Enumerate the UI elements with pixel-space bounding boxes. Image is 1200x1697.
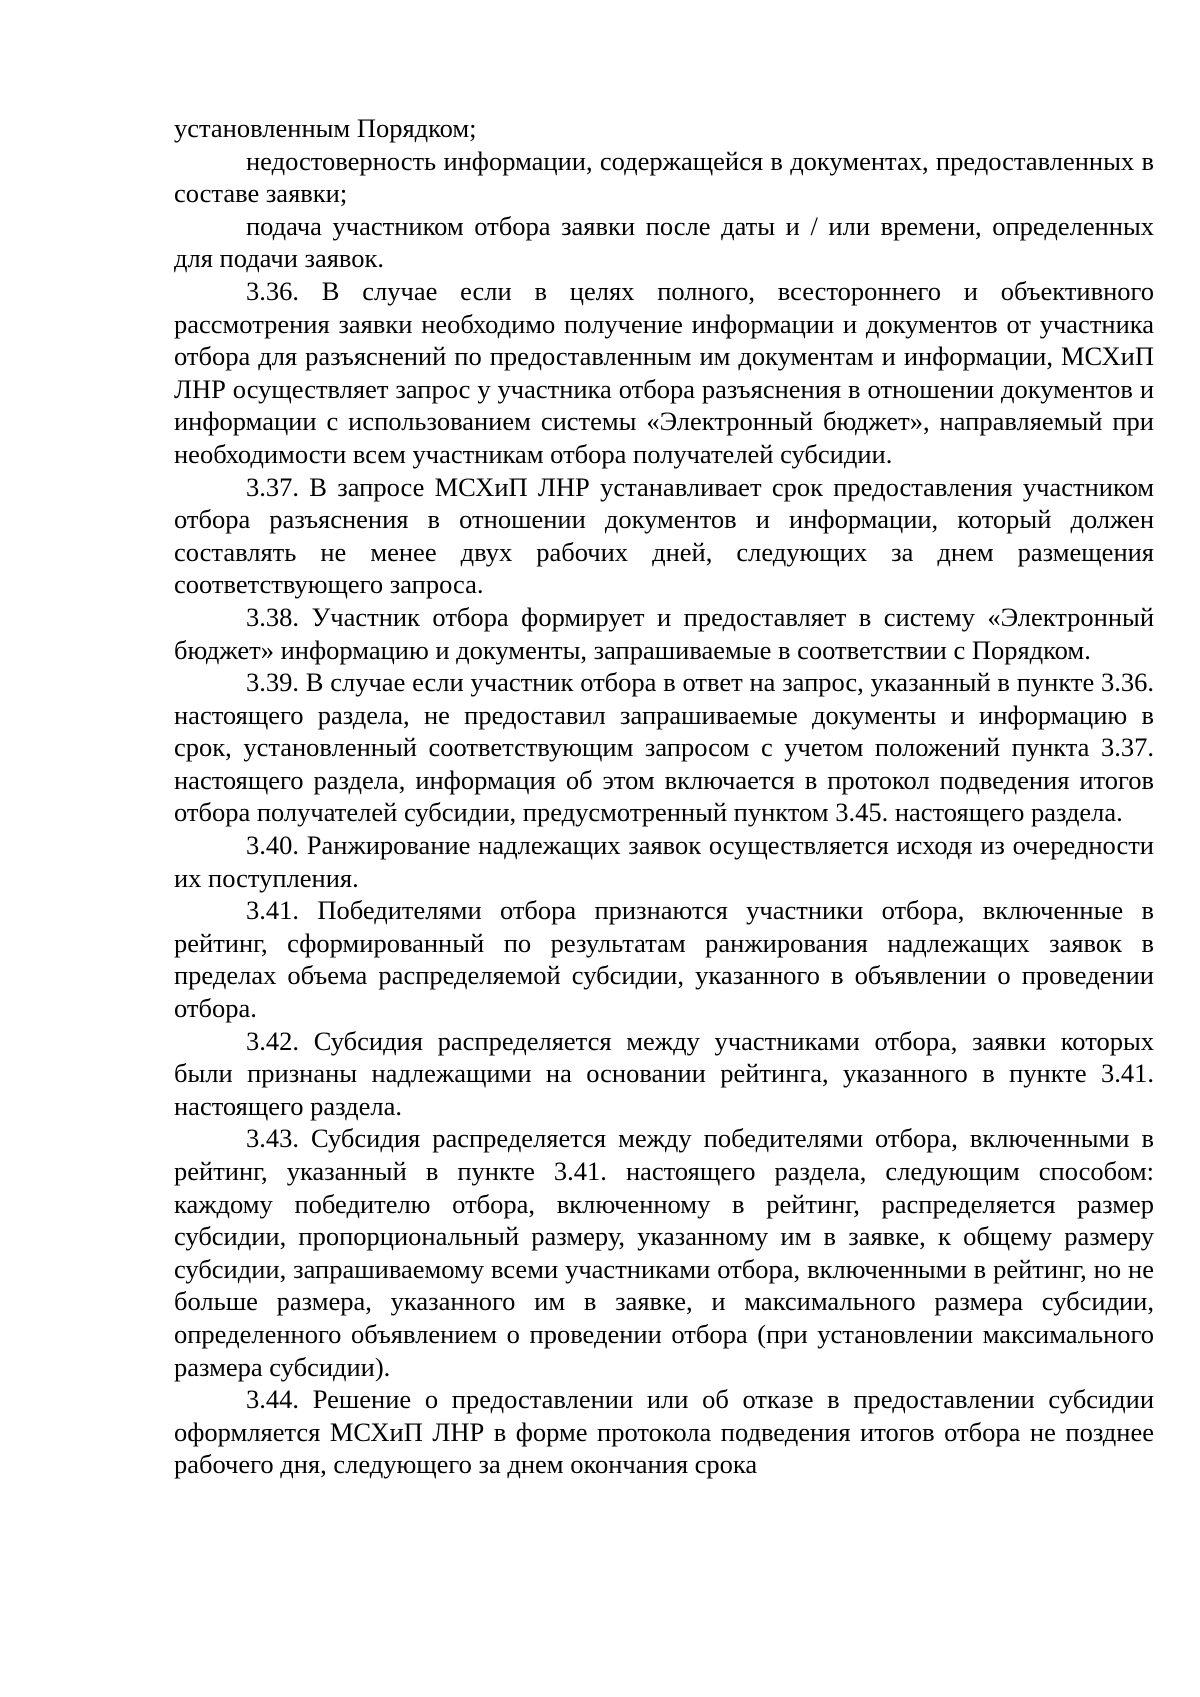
paragraph-3-38: 3.38. Участник отбора формирует и предоставляет в систему «Электронный бюджет» информацию и документы, запрашиваемые в соответствии с Порядком. (174, 601, 1154, 665)
paragraph-3-41: 3.41. Победителями отбора признаются участники отбора, включенные в рейтинг, сформированный по результатам ранжирования надлежащих заявок в пределах объема распределяемой субсидии, указанного в объявлении о проведении отбора. (174, 895, 1154, 1024)
document-body (174, 112, 1154, 1481)
paragraph-3-40: 3.40. Ранжирование надлежащих заявок осуществляется исходя из очередности их поступления. (174, 830, 1154, 893)
paragraph-continuation: установленным Порядком; (174, 113, 477, 143)
paragraph-late-submission: подача участником отбора заявки после даты и / или времени, определенных для подачи заявок. (174, 210, 1154, 274)
paragraph-3-43: 3.43. Субсидия распределяется между победителями отбора, включенными в рейтинг, указанный в пункте 3.41. настоящего раздела, следующим способом: каждому победителю отбора, включенному в рейтинг, распределяется размер субсидии, пропорциональный размеру, указанному им в заявке, к общему размеру субсидии, запрашиваемому всеми участниками отбора, включенными в рейтинг, но не больше размера, указанного им в заявке, и максимального размера субсидии, определенного объявлением о проведении отбора (при установлении максимального размера субсидии). (174, 1123, 1154, 1382)
paragraph-3-37: 3.37. В запросе МСХиП ЛНР устанавливает срок предоставления участником отбора разъяснения в отношении документов и информации, который должен составлять не менее двух рабочих дней, следующих за днем размещения соответствующего запроса. (174, 471, 1154, 600)
paragraph-3-42: 3.42. Субсидия распределяется между участниками отбора, заявки которых были признаны надлежащими на основании рейтинга, указанного в пункте 3.41. настоящего раздела. (174, 1025, 1154, 1121)
paragraph-inaccurate-information: недостоверность информации, содержащейся в документах, предоставленных в составе заявки; (174, 145, 1154, 209)
paragraph-3-36: 3.36. В случае если в целях полного, всестороннего и объективного рассмотрения заявки необходимо получение информации и документов от участника отбора для разъяснений по предоставленным им документам и информации, МСХиП ЛНР осуществляет запрос у участника отбора разъяснения в отношении документов и информации с использованием системы «Электронный бюджет», направляемый при необходимости всем участникам отбора получателей субсидии. (174, 275, 1154, 469)
paragraph-3-44: 3.44. Решение о предоставлении или об отказе в предоставлении субсидии оформляется МСХиП ЛНР в форме протокола подведения итогов отбора не позднее рабочего дня, следующего за днем окончания срока (174, 1384, 1154, 1480)
paragraph-3-39: 3.39. В случае если участник отбора в ответ на запрос, указанный в пункте 3.36. настоящего раздела, не предоставил запрашиваемые документы и информацию в срок, установленный соответствующим запросом с учетом положений пункта 3.37. настоящего раздела, информация об этом включается в протокол подведения итогов отбора получателей субсидии, предусмотренный пунктом 3.45. настоящего раздела. (174, 667, 1154, 828)
